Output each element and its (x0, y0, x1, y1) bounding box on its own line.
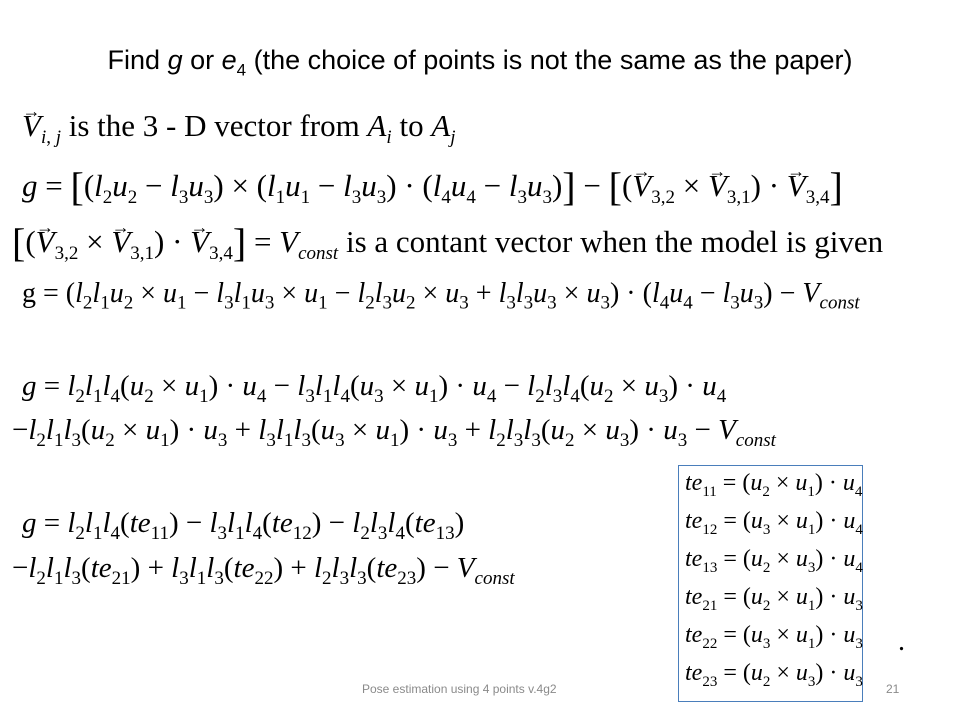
te-definition-13: $te_{13} = (u_2 \times u_3) \cdot u_4$ (685, 546, 863, 576)
equation-g-expanded: $g = (l_2l_1u_2 \times u_1 - l_3l_1u_3 \times u_1 - l_2l_3u_2 \times u_3 + l_3l_3u_3 \times u_3) \cdot (l_4u_4 - l_3u_3) - V_{const}$ (22, 278, 860, 314)
te-definition-12: $te_{12} = (u_3 \times u_1) \cdot u_4$ (685, 508, 863, 538)
trailing-dot: . (898, 626, 905, 657)
slide-title: Find g or $e_4$ (the choice of points is not the same as the paper) (107, 45, 853, 80)
te-definition-11: $te_{11} = (u_2 \times u_1) \cdot u_4$ (685, 470, 863, 500)
te-definition-23: $te_{23} = (u_2 \times u_3) \cdot u_3$ (685, 660, 863, 690)
page-number: 21 (886, 682, 900, 696)
constant-vector-text: is a contant vector when the model is given (345, 224, 884, 259)
te-definition-21: $te_{21} = (u_2 \times u_1) \cdot u_3$ (685, 584, 863, 614)
equation-g-definition: $g = [(l_2u_2 - l_3u_3) \times (l_1u_1 - l_3u_3) \cdot (l_4u_4 - l_3u_3)]$ − [(→ $V_{3,2}$ × → $V_{3,1}$) · → $V_{3,4}$] (22, 166, 843, 218)
equation-g-te-line2: $-l_2l_1l_3(te_{21}) + l_3l_1l_3(te_{22}) + l_2l_3l_3(te_{23}) - V_{const}$ (12, 552, 515, 589)
equation-v-const: [(→ $V_{3,2}$ × → $V_{3,1}$) · → $V_{3,4}] = V_{const}$ is a contant vector when the model is given (12, 222, 883, 274)
footer-text: Pose estimation using 4 points v.4g2 (362, 682, 557, 696)
equation-g-terms-line2: $-l_2l_1l_3(u_2 \times u_1) \cdot u_3 + l_3l_1l_3(u_3 \times u_1) \cdot u_3 + l_2l_3l_3(u_2 \times u_3) \cdot u_3 - V_{const}$ (12, 414, 776, 451)
vector-definition-text: is the 3 - D vector from (68, 108, 360, 143)
te-definitions-box (678, 465, 863, 702)
equation-g-te-line1: $g = l_2l_1l_4(te_{11}) - l_3l_1l_4(te_{12}) - l_2l_3l_4(te_{13})$ (22, 507, 465, 544)
equation-g-terms-line1: $g = l_2l_1l_4(u_2 \times u_1) \cdot u_4 - l_3l_1l_4(u_3 \times u_1) \cdot u_4 - l_2l_3l_4(u_2 \times u_3) \cdot u_4$ (22, 370, 727, 407)
equation-vector-definition: → $V_{i, j}$ is the 3 - D vector from $A_i$ to $A_j$ (22, 106, 456, 158)
te-definition-22: $te_{22} = (u_3 \times u_1) \cdot u_3$ (685, 622, 863, 652)
